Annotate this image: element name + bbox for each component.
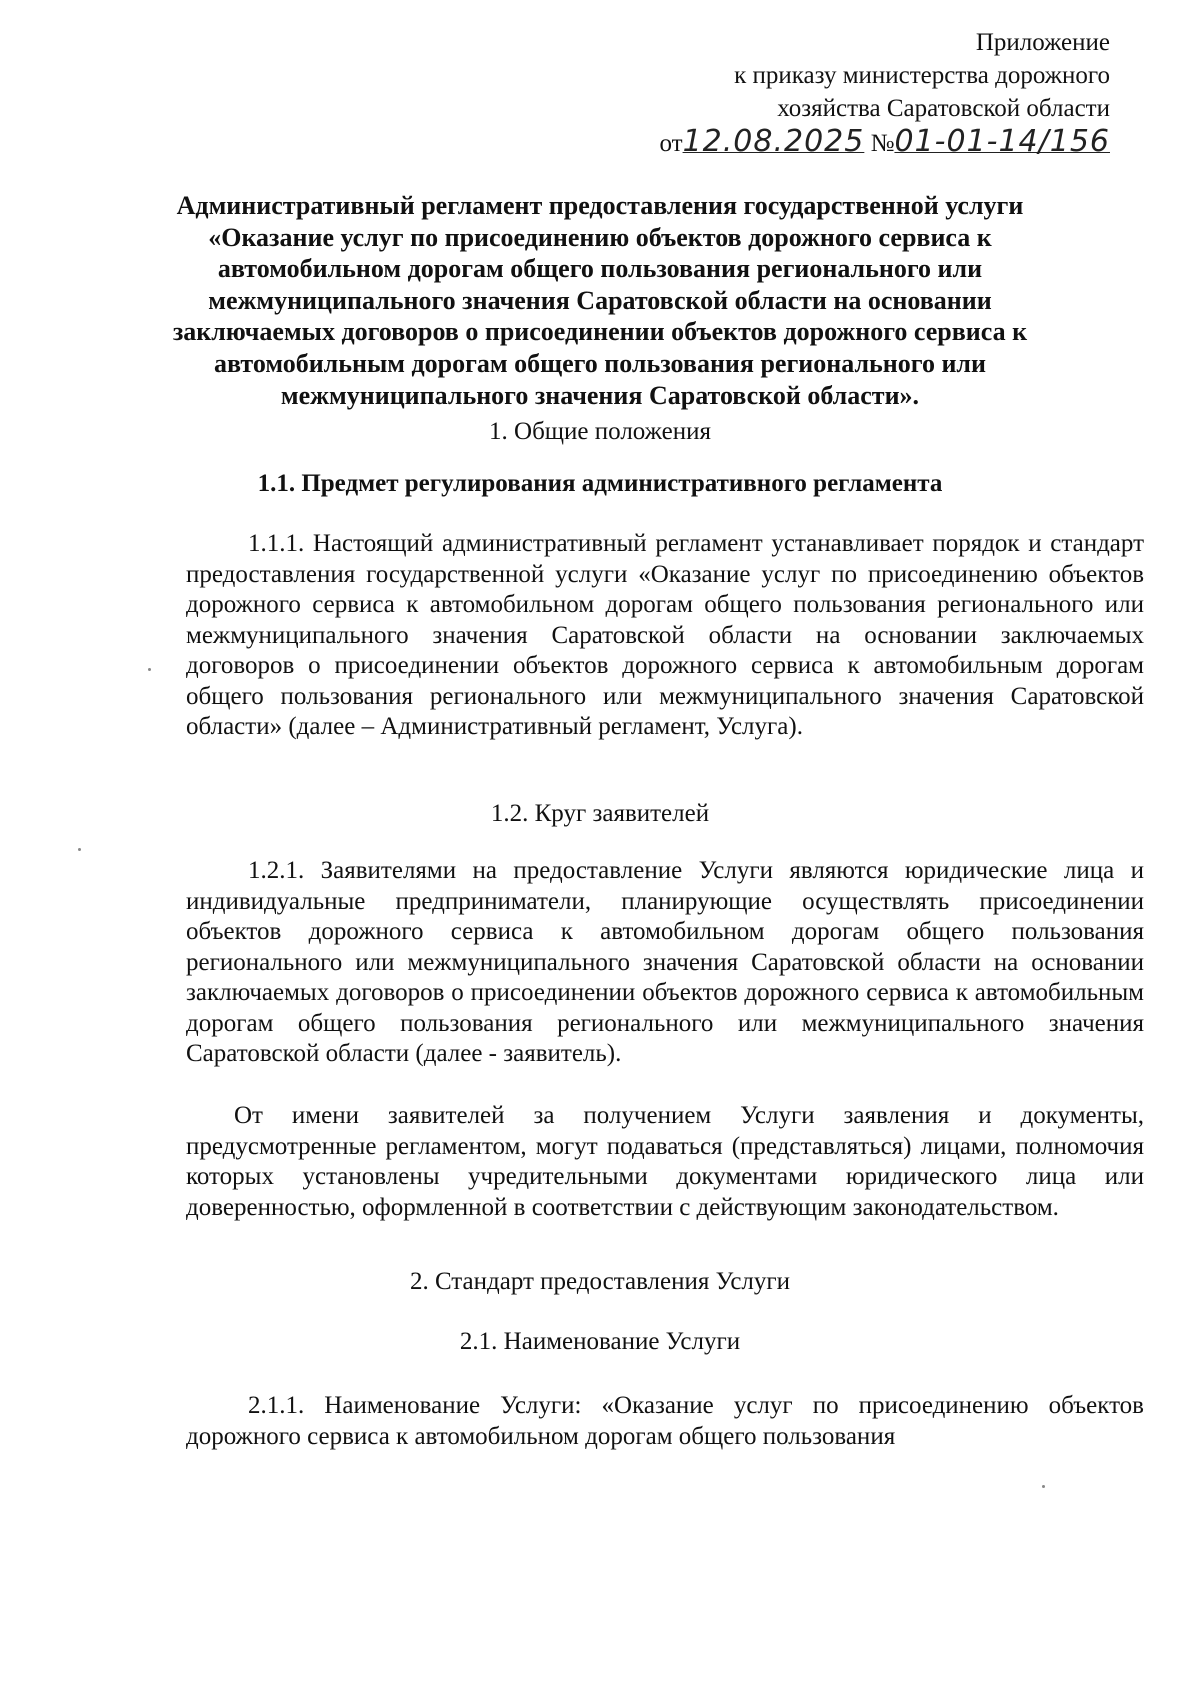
appendix-block <box>659 26 1110 160</box>
date-prefix: от <box>659 130 683 157</box>
subsection-heading-2-1: 2.1. Наименование Услуги <box>459 1328 741 1355</box>
scan-speck <box>78 848 81 851</box>
paragraph-1-2-2: От имени заявителей за получением Услуги заявления и документы, предусмотренные регламентом, могут подаваться (представляться) лицами, полномочия которых установлены учредительными документами юридического лица или доверенностью, оформленной в соответствии с действующим законодательством. <box>186 1102 1144 1221</box>
handwritten-number: 01-01-14/156 <box>894 124 1110 159</box>
appendix-line-2: хозяйства Саратовской области <box>777 95 1110 122</box>
subsection-heading-1-2: 1.2. Круг заявителей <box>490 800 710 827</box>
appendix-line-1: к приказу министерства дорожного <box>734 62 1110 89</box>
section-heading-2: 2. Стандарт предоставления Услуги <box>409 1268 791 1295</box>
appendix-title: Приложение <box>975 29 1110 56</box>
scan-speck <box>1042 1485 1045 1488</box>
paragraph-2-1-1: 2.1.1. Наименование Услуги: «Оказание услуг по присоединению объектов дорожного сервиса к автомобильном дорогам общего пользования <box>186 1392 1144 1450</box>
section-heading-1: 1. Общие положения <box>489 418 711 445</box>
paragraph-1-1-1: 1.1.1. Настоящий административный регламент устанавливает порядок и стандарт предоставления государственной услуги «Оказание услуг по присоединению объектов дорожного сервиса к автомобильном дорогам общего пользования регионального или межмуниципального значения Саратовской области на основании заключаемых договоров о присоединении объектов дорожного сервиса к автомобильным дорогам общего пользования регионального или межмуниципального значения Саратовской области» (далее – Административный регламент, Услуга). <box>186 530 1144 740</box>
handwritten-date: 12.08.2025 <box>682 124 865 159</box>
number-prefix: № <box>870 130 895 157</box>
appendix-date-number <box>659 125 1110 160</box>
document-title: Административный регламент предоставления государственной услуги «Оказание услуг по присоединению объектов дорожного сервиса к автомобильном дорогам общего пользования регионального или межмуниципального значения Саратовской области на основании заключаемых договоров о присоединении объектов дорожного сервиса к автомобильным дорогам общего пользования регионального или межмуниципального значения Саратовской области». <box>172 191 1028 410</box>
scan-speck <box>148 668 151 671</box>
paragraph-1-2-1: 1.2.1. Заявителями на предоставление Услуги являются юридические лица и индивидуальные предприниматели, планирующие осуществлять присоединении объектов дорожного сервиса к автомобильном дорогам общего пользования регионального или межмуниципального значения Саратовской области на основании заключаемых договоров о присоединении объектов дорожного сервиса к автомобильным дорогам общего пользования регионального или межмуниципального значения Саратовской области (далее - заявитель). <box>186 857 1144 1067</box>
subsection-heading-1-1: 1.1. Предмет регулирования административного регламента <box>257 470 943 497</box>
